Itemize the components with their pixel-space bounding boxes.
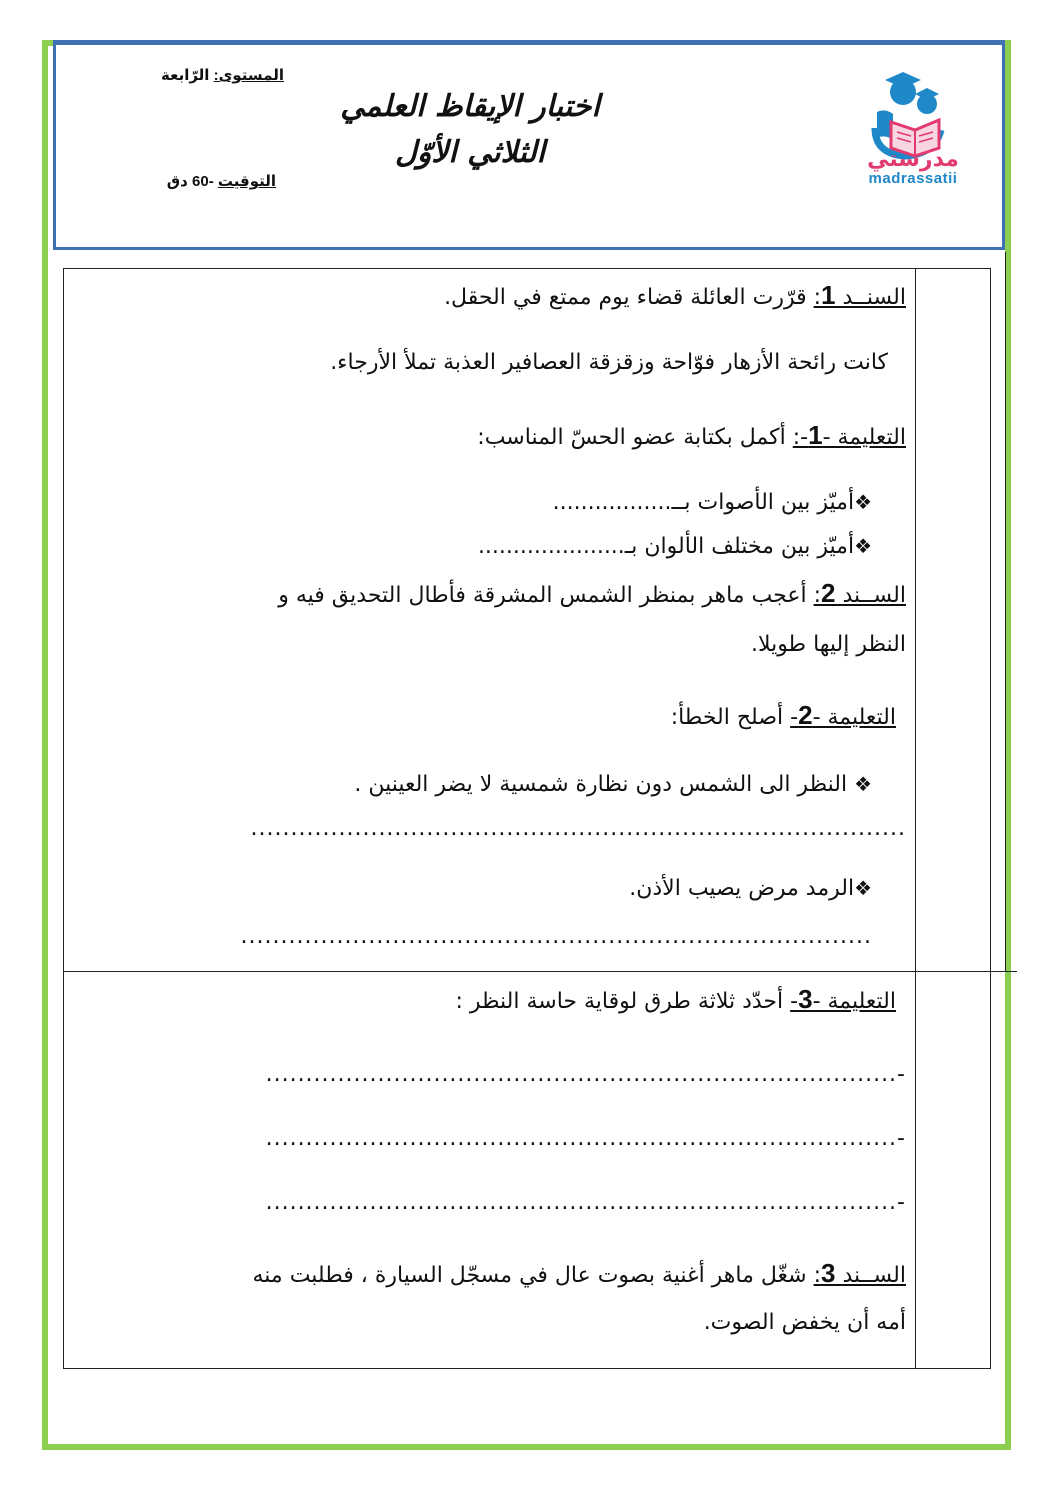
- section3-text2: أمه أن يخفض الصوت.: [703, 1310, 906, 1335]
- instruction1-bullet2: [478, 534, 872, 559]
- right-edge-rule: [1005, 252, 1006, 972]
- instruction3-text: أحدّد ثلاثة طرق لوقاية حاسة النظر :: [455, 989, 791, 1014]
- section1-text2: كانت رائحة الأزهار فوّاحة وزقزقة العصافير العذبة تملأ الأرجاء.: [330, 350, 888, 375]
- exam-title: [310, 84, 630, 176]
- section2-text2: النظر إليها طويلا.: [750, 632, 906, 657]
- bullet-icon: ❖: [854, 534, 872, 558]
- section3-text: شغّل ماهر أغنية بصوت عال في مسجّل السيارة ، فطلبت منه: [252, 1263, 814, 1288]
- instruction3-label: التعليمة -3-: [790, 984, 896, 1014]
- instruction1-label: التعليمة -1-:: [792, 420, 906, 450]
- instruction2-bullet1: [354, 772, 872, 797]
- instruction2-answer1: ..................................................................................: [250, 816, 906, 841]
- section1-line1: [444, 280, 906, 311]
- instruction1-bullet1-text: أميّز بين الأصوات بــ.................: [552, 490, 855, 515]
- grading-column-divider: [915, 268, 916, 1369]
- level-label: المستوى:: [213, 67, 284, 84]
- time-info: [167, 172, 276, 190]
- instruction3-answer1: -...............................................................................: [265, 1062, 906, 1087]
- instruction2-bullet2-text: الرمد مرض يصيب الأذن.: [629, 876, 855, 901]
- section1-label: السنــد 1:: [813, 280, 906, 310]
- level-value: الرّابعة: [161, 67, 214, 84]
- time-label: التوقيت: [217, 173, 276, 190]
- section1-text: قرّرت العائلة قضاء يوم ممتع في الحقل.: [444, 285, 814, 310]
- logo-latin-name: madrassatii: [868, 170, 958, 187]
- instruction2-bullet2: [629, 876, 872, 901]
- bullet-icon: ❖: [854, 772, 872, 796]
- instruction3-answer3: -...............................................................................: [265, 1190, 906, 1215]
- instruction1-bullet1: [553, 490, 872, 515]
- instruction2-bullet1-text: النظر الى الشمس دون نظارة شمسية لا يضر العينين .: [354, 772, 855, 797]
- instruction1-bullet2-text: أميّز بين مختلف الألوان بـ.....................: [477, 534, 855, 559]
- section2-label: الســند 2:: [813, 578, 906, 608]
- instruction2-text: أصلح الخطأ:: [670, 705, 791, 730]
- instruction2-label: التعليمة -2-: [790, 700, 896, 730]
- instruction1-text: أكمل بكتابة عضو الحسّ المناسب:: [477, 425, 793, 450]
- bullet-icon: ❖: [854, 876, 872, 900]
- instruction3-answer2: -...............................................................................: [265, 1126, 906, 1151]
- exam-title-line2: الثلاثي الأوّل: [395, 135, 545, 170]
- section2-text: أعجب ماهر بمنظر الشمس المشرقة فأطال التحديق فيه و: [278, 583, 814, 608]
- bullet-icon: ❖: [854, 490, 872, 514]
- instruction2-line: [671, 700, 896, 731]
- section3-line1: [252, 1258, 906, 1289]
- section2-line1: [278, 578, 906, 609]
- instruction2-answer2: ...............................................................................: [240, 924, 872, 949]
- instruction3-line: [455, 984, 896, 1015]
- time-value: -60 دق: [166, 173, 218, 190]
- exam-title-line1: اختبار الإيقاظ العلمي: [340, 89, 600, 124]
- instruction1-line: [477, 420, 906, 451]
- logo-arabic-name: مدرستي: [867, 146, 959, 171]
- level-info: [161, 66, 284, 84]
- row-divider: [63, 971, 1017, 972]
- section3-label: الســند 3:: [813, 1258, 906, 1288]
